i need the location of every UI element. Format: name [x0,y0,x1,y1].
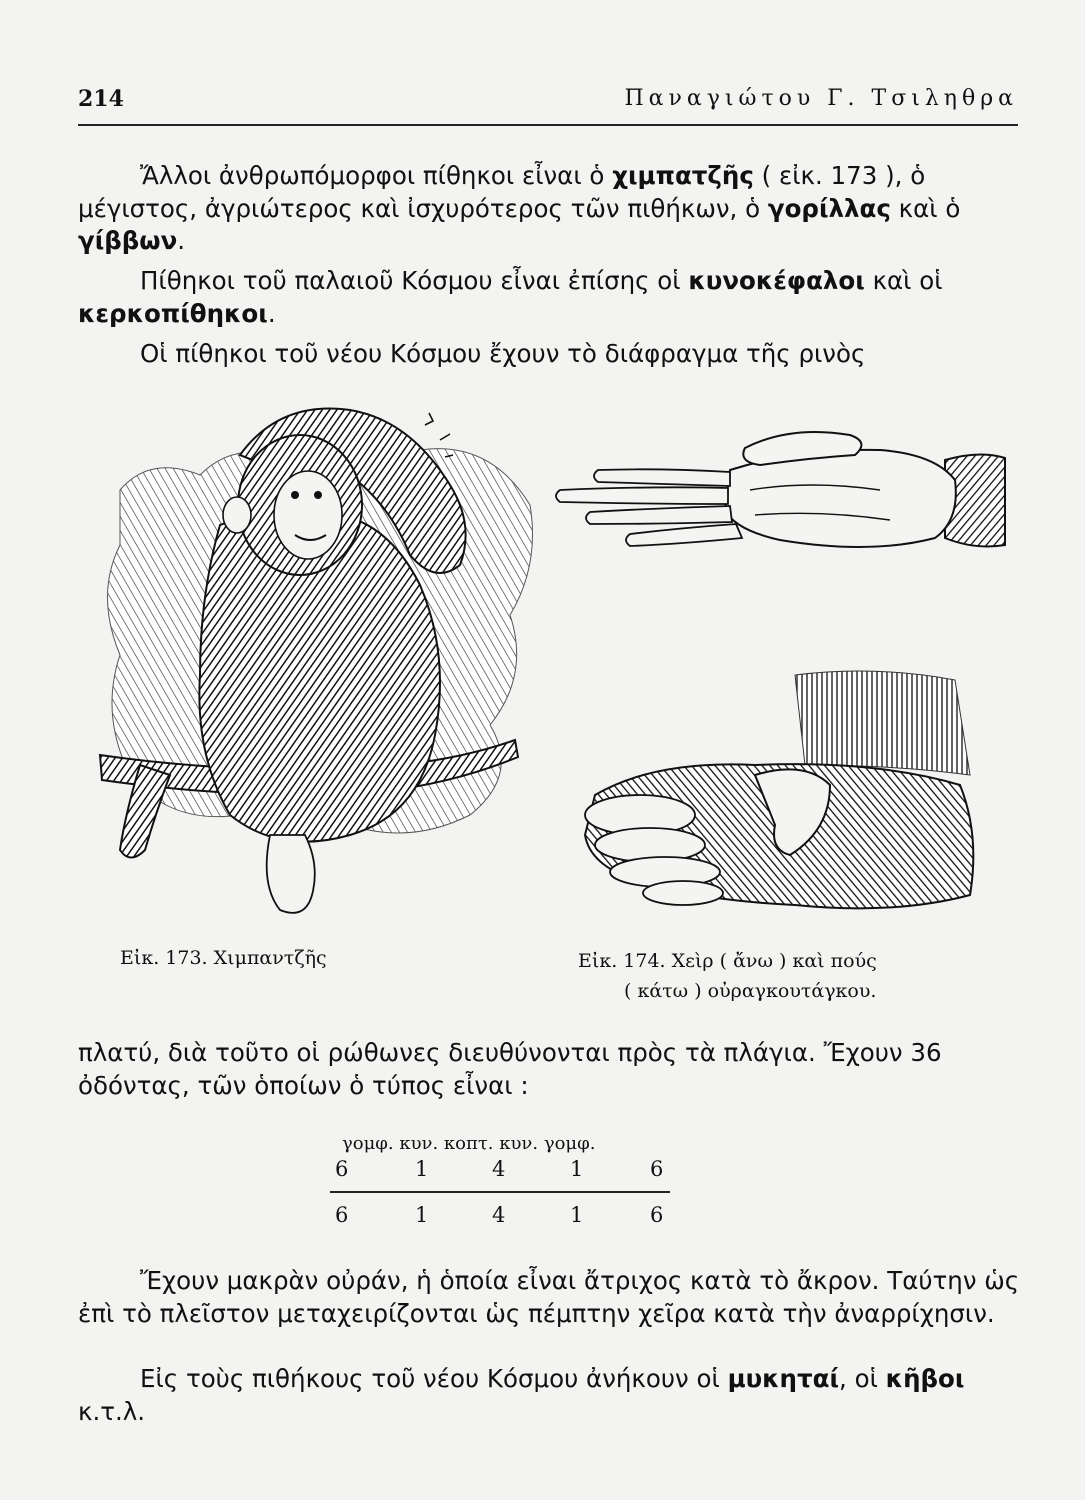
paragraph-tail: Ἔχουν μακρὰν οὐράν, ἡ ὁποία εἶναι ἄτριχος κατὰ τὸ ἄκρον. Ταύτην ὡς ἐπὶ τὸ πλεῖστον μεταχειρίζονται ὡς πέμπτην χεῖρα κατὰ τὴν ἀναρρίχησιν. [78,1266,1020,1328]
orangutan-foot-illustration [575,665,985,915]
term-capuchins: κῆβοι [885,1364,965,1393]
dental-formula-upper: 6 1 4 1 6 [335,1157,664,1181]
running-head: Παναγιώτου Γ. Τσιληθρα [624,86,1018,111]
term-guenons: κερκοπίθηκοι [78,298,268,328]
term-chimpanzee: χιμπατζῆς [612,161,754,190]
figure-174-caption-line1: Εἰκ. 174. Χεὶρ ( ἄνω ) καὶ πούς [578,950,877,972]
page-header [78,86,1018,120]
term-gorilla: γορίλλας [767,193,891,223]
header-rule [78,124,1018,126]
paragraph-new-world-members: Εἰς τοὺς πιθήκους τοῦ νέου Κόσμου ἀνήκουν οἱ μυκηταί, οἱ κῆβοι κ.τ.λ. [78,1364,965,1426]
dental-formula-lower: 6 1 4 1 6 [335,1203,664,1227]
paragraph-new-world-start: Οἱ πίθηκοι τοῦ νέου Κόσμου ἔχουν τὸ διάφραγμα τῆς ρινὸς [140,339,866,368]
chimpanzee-illustration [90,395,540,930]
term-howler-monkeys: μυκηταί [727,1364,840,1393]
dental-formula [330,1133,675,1228]
paragraph-apes: Ἄλλοι ἀνθρωπόμορφοι πίθηκοι εἶναι ὁ χιμπατζῆς ( εἰκ. 173 ), ὁ μέγιστος, ἀγριώτερος καὶ ἰσχυρότερος τῶν πιθήκων, ὁ γορίλλας καὶ ὁ γίββων. [78,161,961,255]
orangutan-hand-illustration [550,420,1010,555]
page-number: 214 [78,86,124,112]
term-gibbon: γίββων [78,226,178,255]
figure-173-caption: Εἰκ. 173. Χιμπαντζῆς [120,947,327,969]
paragraph-new-world-continued: πλατύ, διὰ τοῦτο οἱ ρώθωνες διευθύνονται πρὸς τὰ πλάγια. Ἔχουν 36 ὀδόντας, τῶν ὁποίων ὁ τύπος εἶναι : [78,1038,942,1100]
dental-formula-fraction-bar [330,1191,670,1193]
figure-174-caption-line2: ( κάτω ) οὐραγκουτάγκου. [624,980,877,1002]
dental-formula-labels: γομφ. κυν. κοπτ. κυν. γομφ. [342,1133,596,1154]
term-baboons: κυνοκέφαλοι [688,266,865,295]
paragraph-old-world: Πίθηκοι τοῦ παλαιοῦ Κόσμου εἶναι ἐπίσης οἱ κυνοκέφαλοι καὶ οἱ κερκοπίθηκοι. [78,266,943,328]
